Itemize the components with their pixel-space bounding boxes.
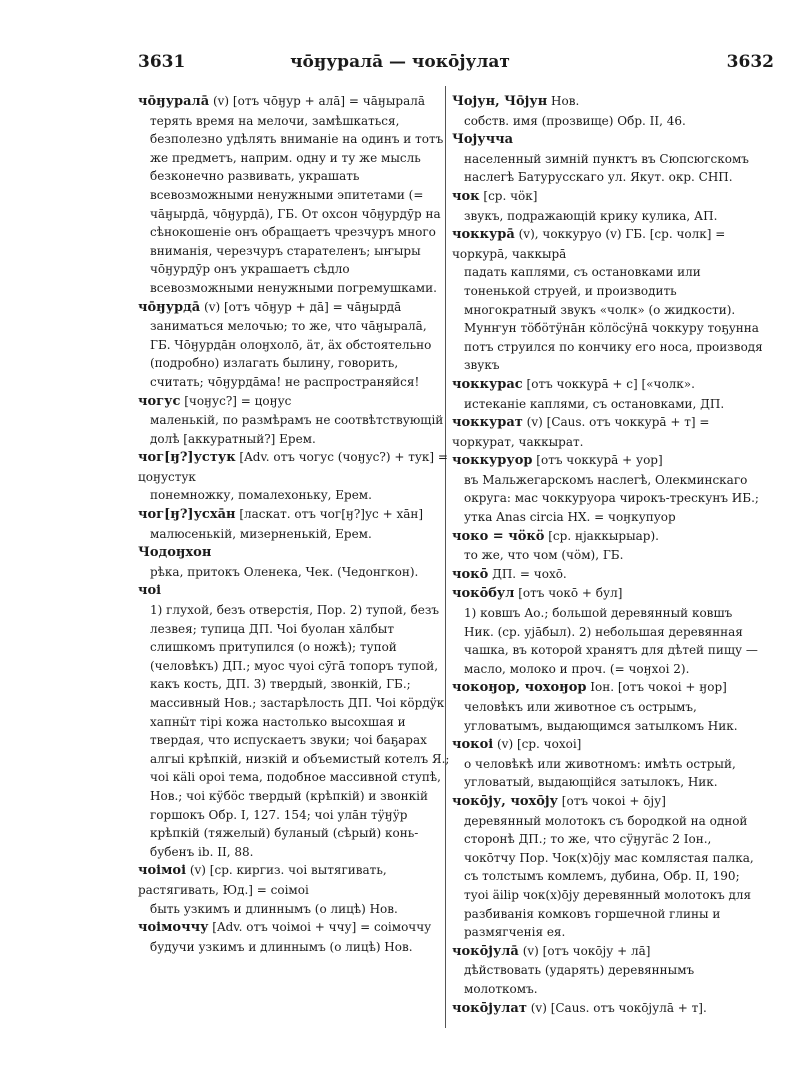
definition: о человѣкѣ или животномъ: имѣть острый, угловатый, выдающійся затылокъ, Ник. [464,756,736,790]
entry-head [138,92,450,112]
dictionary-entry [452,130,764,187]
entry-head [138,581,450,601]
grammar-note: [отъ чокō + бул] [514,586,623,601]
definition: маленькій, по размѣрамъ не соотвѣтствующій долѣ [аккуратный?] Ерем. [150,413,444,446]
dictionary-entry [138,298,450,392]
headword: чоккурас [452,376,523,392]
grammar-note: Нов. [547,94,580,108]
definition: будучи узкимъ и длиннымъ (о лицѣ) Нов. [150,939,413,954]
dictionary-entry [138,861,450,918]
headword: чоккура̄ [452,227,515,243]
entry-head [452,999,764,1019]
entry-head [452,527,764,547]
headword: чокоі [452,737,494,753]
dictionary-entry [138,448,450,505]
entry-head [452,225,764,263]
definition: 1) ковшъ Ао.; большой деревянный ковшъ Ник. (ср. уја̄был). 2) небольшая деревянная чашка, въ которой хранятъ для дѣтей пищу — масло, молоко и проч. (= чоӈхоі 2). [464,606,758,676]
definition: населенный зимній пунктъ въ Сюпсюгскомъ наслегѣ Батурусскаго ул. Якут. окр. СНП. [464,151,749,185]
entry-head [452,735,764,755]
grammar-note: (v) [Caus. отъ чоккура̄ + т] = чоркурат, чаккырат. [452,415,710,449]
headword: Чојун, Чо̄јун [452,94,548,109]
right-column [452,92,764,1067]
dictionary-entry [452,942,764,999]
definition: истеканіе каплями, съ остановками, ДП. [464,396,725,411]
grammar-note: Іон. [отъ чокоі + ӈор] [586,680,727,695]
headword: чо̄ӈурда̄ [138,299,201,315]
left-column [138,92,450,1067]
dictionary-entry [138,543,450,581]
definition: собств. имя (прозвище) Обр. II, 46. [464,113,686,128]
entry-head [138,861,450,899]
grammar-note: [отъ чоккура̄ + уор] [532,453,663,468]
headword: Чодоӈхон [138,545,212,561]
grammar-note: [Adv. отъ чогус (чоӈус?) + тук] = цоӈустук [138,450,448,484]
entry-head [138,543,450,563]
page-number-right: 3632 [726,52,774,72]
definition: въ Мальжегарскомъ наслегѣ, Олекминскаго округа: мас чоккуруора чирокъ-трескунъ ИБ.; утка Anas circia НХ. = чоӈкупуор [464,472,759,525]
definition: деревянный молотокъ съ бородкой на одной сторонѣ ДП.; то же, что сӱӈугӓс 2 Іон., чокōтчу Пор. Чок(х)ōју мас комлястая палка, съ толстымъ комлемъ, дубина, Обр. II, 190; туоі ӓilip чок(х)ōју деревянный молотокъ для разбиванія комковъ горшечной глины и размягченія ея. [464,813,754,940]
dictionary-entry [452,451,764,526]
dictionary-entry [138,505,450,543]
page-header [0,52,800,76]
definition: 1) глухой, безъ отверстія, Пор. 2) тупой, безъ лезвея; тупица ДП. Чоі буолан ха̄лбыт слишкомъ притупился (о ножѣ); тупой (человѣкъ) ДП.; муос чуоі сӯга̄ топоръ тупой, какъ кость, ДП. 3) твердый, звонкій, ГБ.; массивный Нов.; застарѣлость ДП. Чоі кӧрдӱк хапнӹт тірі кожа настолько высохшая и твердая, что испускаетъ звуки; чоі баҕарах алгыі крѣпкій, низкій и объемистый котелъ Я.; чоі кӓlі ороі тема, подобное массивной ступѣ, Нов.; чоі кӱбӧс твердый (крѣпкій) и звонкій горшокъ Обр. I, 127. 154; чоі ула̄н тӱӈӱр крѣпкій (тяжелый) буланый (сѣрый) конь-бубенъ ib. II, 88. [150,603,450,859]
dictionary-entry [452,584,764,678]
headword: чог[ӈ?]усха̄н [138,507,236,523]
dictionary-entry [138,392,450,449]
grammar-note: [чоӈус?] = цоӈус [180,393,292,408]
headword: чок [452,188,480,204]
definition: рѣка, притокъ Оленека, Чек. (Чедонгкон). [150,564,419,579]
definition: человѣкъ или животное съ острымъ, угловатымъ, выдающимся затылкомъ Ник. [464,700,738,733]
dictionary-entry [452,565,764,585]
entry-head [138,505,450,525]
headword: чогус [138,393,181,409]
dictionary-entry [452,527,764,565]
headword: чокōјулат [452,1000,527,1016]
definition: звукъ, подражающій крику кулика, АП. [464,208,718,223]
dictionary-entry [452,187,764,225]
dictionary-entry [452,678,764,735]
definition: понемножку, помалехоньку, Ерем. [150,488,372,503]
grammar-note: (v) [ср. чохоі] [493,737,582,752]
entry-head [452,375,764,395]
headword: чокōбул [452,586,515,602]
grammar-note: (v) [ср. киргиз. чоі вытягивать, растягивать, Юд.] = соімоі [138,863,387,897]
dictionary-entry [452,735,764,792]
dictionary-entry [452,225,764,375]
dictionary-entry [452,92,764,130]
entry-head [138,448,450,486]
dictionary-entry [452,999,764,1019]
headword: чоко = чӧкӧ [452,528,545,544]
dictionary-entry [452,375,764,413]
dictionary-entry [138,92,450,298]
dictionary-entry [138,918,450,956]
entry-head [138,918,450,938]
headword: чоі [138,583,162,599]
headword: Чојучча [452,132,514,148]
dictionary-entry [452,413,764,451]
dictionary-entry [452,792,764,942]
headword: чокō [452,566,489,582]
entry-head [452,584,764,604]
headword: чоімоі [138,863,187,879]
headword: чоккурат [452,415,523,431]
entry-head [452,678,764,698]
entry-head [452,130,764,150]
entry-head [452,942,764,962]
entry-head [452,451,764,471]
definition: падать каплями, съ остановками или тоненькой струей, и производить многократный звукъ «чолк» (о жидкости). Мунҥун тӧбӧтӱна̄н кӧлӧсӱна̄ чоккуру тоҕунна потъ струился по кончику его носа, производя звукъ [464,265,763,373]
dictionary-entry [138,581,450,861]
grammar-note: [отъ чокоі + ōју] [557,793,666,808]
headword: чо̄ӈурала̄ [138,94,210,109]
grammar-note: (v) [отъ чо̄ӈур + да̄] = ча̄ӈырда̄ [200,299,402,314]
running-head: чо̄ӈурала̄ — чокōјулат [290,52,510,72]
headword: чог[ӈ?]устук [138,450,236,466]
headword: чоімоччу [138,920,209,936]
grammar-note: (v), чоккуруо (v) ГБ. [ср. чолк] = чоркура̄, чаккыра̄ [452,227,726,261]
grammar-note: [ласкат. отъ чог[ӈ?]ус + ха̄н] [235,507,424,522]
entry-head [452,792,764,812]
grammar-note: (v) [отъ чо̄ӈур + ала̄] = ча̄ӈырала̄ [209,94,426,108]
grammar-note: [Adv. отъ чоімоі + ччу] = соімоччу [208,920,432,935]
entry-head [452,187,764,207]
headword: чокоӈор, чохоӈор [452,680,587,696]
page-number-left: 3631 [138,52,186,72]
grammar-note: [ср. чӧк] [479,188,538,203]
grammar-note: (v) [Caus. отъ чокōјула̄ + т]. [526,1000,707,1015]
headword: чокōјула̄ [452,943,519,959]
definition: терять время на мелочи, замѣшкаться, безполезно удѣлять вниманіе на одинъ и тотъ же предметъ, наприм. одну и ту же мысль безконечно развивать, украшать всевозможными ненужными эпитетами (= ча̄ӈырда̄, чо̄ӈурда̄), ГБ. От охсон чо̄ӈурдӯр на сѣнокошеніе онъ обращаетъ чрезчуръ много вниманія, черезчуръ старателенъ; ыҥыры чо̄ӈурдӯр онъ украшаетъ сѣдло всевозможными ненужными погремушками. [150,113,444,295]
headword: чоккуруор [452,453,533,469]
definition: дѣйствовать (ударять) деревяннымъ молоткомъ. [464,963,695,996]
grammar-note: [ср. нјаккырыар). [544,528,659,543]
definition: заниматься мелочью; то же, что ча̄ӈырала̄, ГБ. Чо̄ӈурда̄н олоӈхолō, ӓт, ӓх обстоятельно (подробно) излагать былину, говорить, считать; чо̄ӈурда̄ма! не распространяйся! [150,319,432,389]
definition: малюсенькій, мизерненькій, Ерем. [150,526,372,541]
definition: быть узкимъ и длиннымъ (о лицѣ) Нов. [150,901,398,916]
grammar-note: [отъ чоккура̄ + с] [«чолк». [522,376,695,391]
entry-head [452,565,764,585]
definition: то же, что чом (чӧм), ГБ. [464,548,624,563]
headword: чокōју, чохōју [452,793,558,809]
grammar-note: ДП. = чохō. [488,566,567,581]
grammar-note: (v) [отъ чокōју + ла̄] [518,943,651,958]
entry-head [138,298,450,318]
entry-head [138,392,450,412]
entry-head [452,92,764,112]
entry-head [452,413,764,451]
